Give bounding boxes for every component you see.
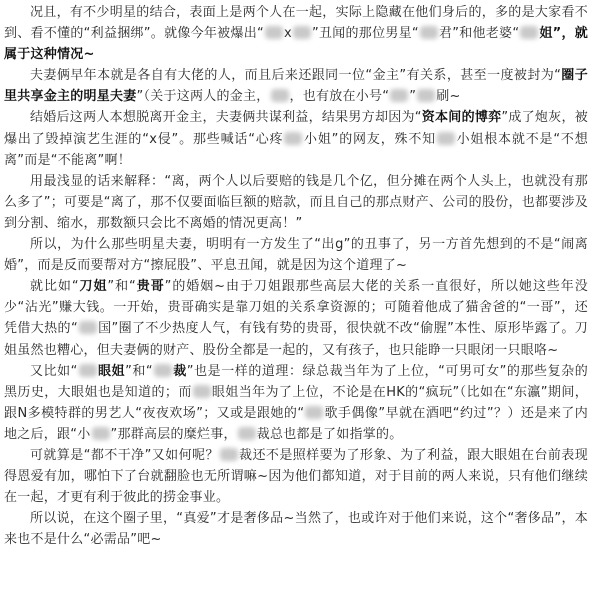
text-segment: ” [409,89,417,105]
blurred-text [420,26,438,39]
blurred-text [238,427,256,440]
text-segment: ”那群高层的糜烂事， [110,426,237,442]
text-segment: 裁还不是照样要为了形象、为了利益，跟大眼姐在台前表现得恩爱有加，哪怕下了台就翻脸也无所谓嘛~因为他们都知道，对于目前的两人来说，只有他们继续在一起，才更有利于彼此的捞金事业。 [4,447,588,506]
text-segment: 小姐根本就不是“不想离”而是“不能离”啊！ [4,131,588,168]
text-segment: 小姐”的网友，殊不知 [303,131,436,147]
text-segment: 国”圈了不少热度人气，有钱有势的贵哥，很快就不改“偷腥”本性、原形毕露了。刀姐虽然也糟心，但夫妻俩的财产、股份全都是一起的，又有孩子，也只能睁一只眼闭一只眼咯~ [4,321,588,358]
blurred-text [79,321,97,334]
blurred-text [265,26,283,39]
blurred-text [305,406,323,419]
paragraph [4,171,588,234]
paragraph [4,361,588,445]
bold-text: 眼姐 [97,363,126,379]
text-segment: 可就算是“都不干净”又如何呢？ [30,447,219,463]
text-segment: ”和“ [125,363,153,379]
paragraph [4,508,588,550]
text-segment: ”成了炮灰，被爆出了毁掉演艺生涯的“x侵”。那些喊话“心疼 [4,110,588,147]
bold-text: 圈子里共享金主的明星夫妻 [4,68,588,105]
text-segment: 结婚后这两人本想脱离开金主，夫妻俩共谋利益，结果男方却因为“ [30,110,422,126]
text-segment: 况且，有不少明星的结合，表面上是两个人在一起，实际上隐藏在他们身后的，多的是大家看不到、看不懂的“利益捆绑”。就像今年被爆出“ [4,5,588,42]
text-segment: ”也是一样的道理：绿总裁当年为了上位，“可男可女”的那些复杂的黑历史，大眼姐也是知道的；而 [4,363,588,400]
bold-text: 贵哥 [136,279,165,295]
paragraph [4,276,588,360]
bold-text: 刀姐 [78,279,108,295]
text-segment: 就比如“ [30,279,79,295]
text-segment: x [284,26,292,42]
text-segment: 君”和他老婆“ [438,26,520,42]
blurred-text [79,364,97,377]
bold-text: 资本间的博弈 [421,110,502,126]
text-segment: ”（关于这两人的金主， [136,89,270,105]
text-segment: 所以说，在这个圈子里，“真爱”才是奢侈品~当然了，也或许对于他们来说，这个“奢侈品”，本来也不是什么“必需品”吧~ [4,511,588,548]
text-segment: ”丑闻的那位男星“ [311,26,419,42]
blurred-text [284,132,302,145]
blurred-text [220,448,238,461]
text-segment: 歌手偶像”早就在酒吧“约过”？）还是来了内地之后，跟“小 [4,405,588,442]
text-segment: ”的婚姻~由于刀姐跟那些高层大佬的关系一直很好，所以她这些年没少“沾光”赚大钱。一开始，贵哥确实是靠刀姐的关系拿资源的；可随着他成了猫舍爸的“一哥”，还凭借大热的“ [4,279,588,337]
blurred-text [271,89,289,102]
paragraph [4,65,588,107]
blurred-text [520,26,538,39]
article-body [4,2,588,550]
paragraph [4,2,588,65]
text-segment: 眼姐当年为了上位，不论是在HK的“疯玩”（比如在“东瀛”期间，跟N多模特群的男艺人“夜夜欢场”；又或是跟她的“ [4,384,588,421]
text-segment: ”和“ [107,279,137,295]
blurred-text [437,132,455,145]
text-segment: 所以，为什么那些明星夫妻，明明有一方发生了“出g”的丑事了，另一方首先想到的不是“闹离婚”，而是反而要帮对方“擦屁股”、平息丑闻，就是因为这个道理了~ [4,237,588,274]
blurred-text [390,89,408,102]
paragraph [4,445,588,508]
text-segment: 刷~ [436,89,461,105]
blurred-text [293,26,311,39]
bold-text: 姐”，就属于这种情况~ [4,26,588,63]
paragraph [4,107,588,170]
blurred-text [154,364,172,377]
text-segment: 又比如“ [30,363,78,379]
blurred-text [193,385,211,398]
text-segment: ，也有放在小号“ [289,89,390,105]
text-segment: 用最浅显的话来解释：“离，两个人以后要赔的钱是几个亿，但分摊在两个人头上，也就没有那么多了”；可要是“离了，那不仅要面临巨额的赔款，而且自己的那点财产、公司的股份，也都要涉及到分割、缩水，那数额只会比不离婚的情况更高！” [4,173,588,231]
text-segment: 夫妻俩早年本就是各自有大佬的人，而且后来还跟同一位“金主”有关系，甚至一度被封为“ [30,68,562,84]
paragraph [4,234,588,276]
blurred-text [92,427,110,440]
blurred-text [417,89,435,102]
bold-text: 裁 [172,363,187,379]
text-segment: 裁总也都是了如指掌的。 [256,426,403,442]
